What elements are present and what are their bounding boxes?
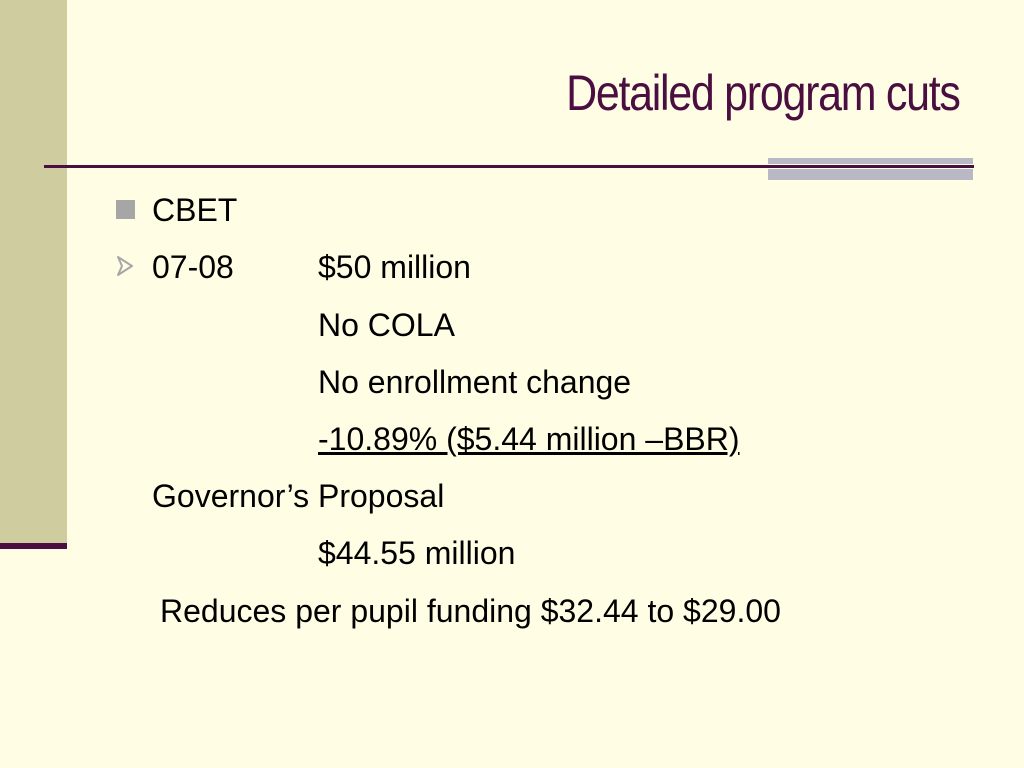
per-pupil-funding: Reduces per pupil funding $32.44 to $29.00 <box>160 593 781 629</box>
bullet-cbet: CBET <box>152 192 238 228</box>
slide-title: Detailed program cuts <box>566 65 960 121</box>
bbr-reduction: -10.89% ($5.44 million –BBR) <box>318 421 740 457</box>
no-cola: No COLA <box>318 307 455 343</box>
amount-44-55-million: $44.55 million <box>318 535 516 571</box>
no-enrollment-change: No enrollment change <box>318 364 632 400</box>
governors-proposal: Governor’s Proposal <box>152 478 445 514</box>
bullet-year: 07-08 <box>152 249 234 285</box>
arrow-bullet-icon <box>113 254 137 278</box>
amount-50-million: $50 million <box>318 249 471 285</box>
square-bullet-icon <box>116 200 135 219</box>
